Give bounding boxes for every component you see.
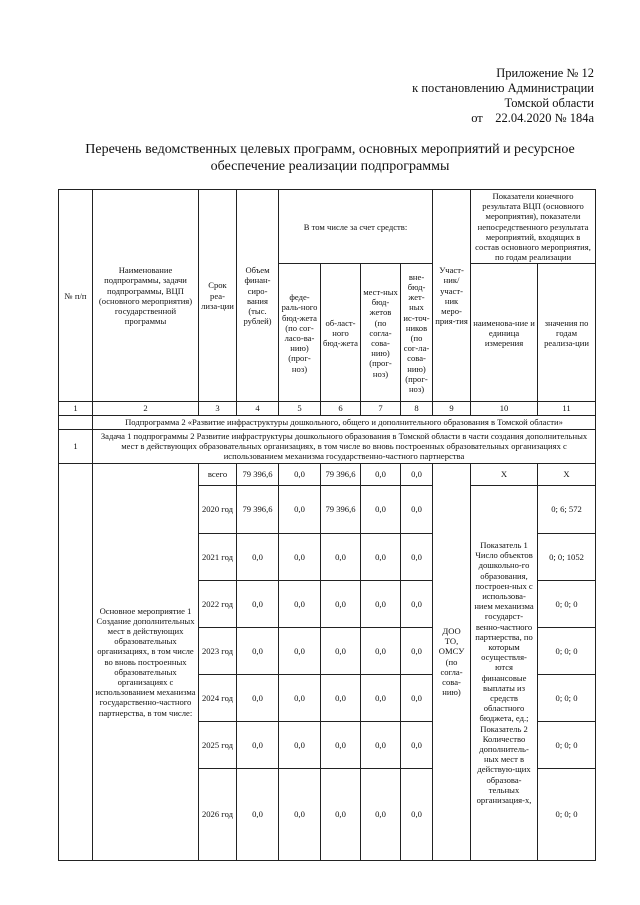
- title-line-1: Перечень ведомственных целевых программ, основных мероприятий и ресурсное: [85, 142, 575, 157]
- indicator-value-cell: 0; 0; 1052: [538, 533, 596, 580]
- col-num-5: 5: [279, 402, 321, 415]
- column-number-row: [59, 402, 596, 415]
- federal-cell: 0,0: [279, 580, 321, 627]
- local-cell: 0,0: [361, 627, 401, 674]
- local-cell: 0,0: [361, 463, 401, 485]
- federal-cell: 0,0: [279, 721, 321, 768]
- extra-cell: 0,0: [401, 463, 433, 485]
- measure-name: Основное мероприятие 1 Создание дополнительных мест в действующих образовательных организациях, в том числе во вновь построенных образовательных организациях с использованием механизма государственно-частного партнерства, в том числе:: [93, 463, 199, 860]
- regional-cell: 0,0: [321, 627, 361, 674]
- local-cell: 0,0: [361, 580, 401, 627]
- subprogram-row: [59, 415, 596, 429]
- col-num-4: 4: [237, 402, 279, 415]
- header-num: № п/п: [59, 190, 93, 402]
- indicator-value-cell: 0; 0; 0: [538, 721, 596, 768]
- local-cell: 0,0: [361, 533, 401, 580]
- col-num-8: 8: [401, 402, 433, 415]
- appendix-line-3: Томской области: [504, 96, 594, 110]
- header-including: В том числе за счет средств:: [279, 190, 433, 264]
- federal-cell: 0,0: [279, 463, 321, 485]
- term-cell: 2024 год: [199, 674, 237, 721]
- task-text: Задача 1 подпрограммы 2 Развитие инфраструктуры дошкольного образования в Томской области в части создания дополнительных мест в действующих образовательных организациях, в том числе во вновь построенных образовательных организациях с использованием механизма государственно-частного партнерства: [93, 429, 596, 463]
- subprogram-title: Подпрограмма 2 «Развитие инфраструктуры дошкольного, общего и дополнительного образования в Томской области»: [93, 415, 596, 429]
- volume-cell: 79 396,6: [237, 485, 279, 533]
- volume-cell: 0,0: [237, 627, 279, 674]
- header-name: Наименование подпрограммы, задачи подпрограммы, ВЦП (основного мероприятия) государственной программы: [93, 190, 199, 402]
- federal-cell: 0,0: [279, 533, 321, 580]
- term-cell: 2022 год: [199, 580, 237, 627]
- header-regional: об-ласт-ного бюд-жета: [321, 264, 361, 402]
- indicator-description: Показатель 1 Число объектов дошкольно-го образования, построен-ных с использова-нием механизма государст-венно-частного партнерства, по которым осуществля-ются финансовые выплаты из средств областного бюджета, ед.; Показатель 2 Количество дополнитель-ных мест в действую-щих образова-тельных организация-х,: [471, 485, 538, 860]
- appendix-line-1: Приложение № 12: [496, 66, 594, 80]
- header-extrabudget: вне-бюд-жет-ных ис-точ-ников (по сог-ла-сова-нию) (прог-ноз): [401, 264, 433, 402]
- regional-cell: 0,0: [321, 674, 361, 721]
- extra-cell: 0,0: [401, 580, 433, 627]
- term-cell: 2023 год: [199, 627, 237, 674]
- regional-cell: 79 396,6: [321, 485, 361, 533]
- program-table: [58, 189, 596, 861]
- col-num-2: 2: [93, 402, 199, 415]
- regional-cell: 0,0: [321, 721, 361, 768]
- col-num-3: 3: [199, 402, 237, 415]
- extra-cell: 0,0: [401, 533, 433, 580]
- term-cell: 2025 год: [199, 721, 237, 768]
- volume-cell: 79 396,6: [237, 463, 279, 485]
- federal-cell: 0,0: [279, 674, 321, 721]
- local-cell: 0,0: [361, 674, 401, 721]
- col-num-9: 9: [433, 402, 471, 415]
- indicator-value-cell: 0; 0; 0: [538, 674, 596, 721]
- extra-cell: 0,0: [401, 674, 433, 721]
- federal-cell: 0,0: [279, 627, 321, 674]
- header-row-1: [59, 190, 596, 264]
- col-num-10: 10: [471, 402, 538, 415]
- volume-cell: 0,0: [237, 768, 279, 860]
- extra-cell: 0,0: [401, 485, 433, 533]
- measure-participant: ДОО ТО, ОМСУ (по согла-сова-нию): [433, 463, 471, 860]
- subprogram-num-cell: [59, 415, 93, 429]
- volume-cell: 0,0: [237, 721, 279, 768]
- document-title: [60, 141, 600, 175]
- local-cell: 0,0: [361, 721, 401, 768]
- term-cell: 2020 год: [199, 485, 237, 533]
- extra-cell: 0,0: [401, 627, 433, 674]
- term-cell: всего: [199, 463, 237, 485]
- header-federal: феде-раль-ного бюд-жета (по сог-ласо-ва-нию) (прог-ноз): [279, 264, 321, 402]
- task-row: [59, 429, 596, 463]
- task-num: 1: [59, 429, 93, 463]
- col-num-11: 11: [538, 402, 596, 415]
- col-num-7: 7: [361, 402, 401, 415]
- federal-cell: 0,0: [279, 485, 321, 533]
- term-cell: 2026 год: [199, 768, 237, 860]
- title-line-2: обеспечение реализации подпрограммы: [210, 159, 450, 174]
- regional-cell: 79 396,6: [321, 463, 361, 485]
- volume-cell: 0,0: [237, 533, 279, 580]
- indicator-value-cell: 0; 0; 0: [538, 580, 596, 627]
- header-volume: Объем финан-сиро-вания (тыс. рублей): [237, 190, 279, 402]
- indicator-value-cell: 0; 6; 572: [538, 485, 596, 533]
- regional-cell: 0,0: [321, 580, 361, 627]
- header-indicator-name: наименова-ние и единица измерения: [471, 264, 538, 402]
- indicator-value-cell: 0; 0; 0: [538, 627, 596, 674]
- regional-cell: 0,0: [321, 768, 361, 860]
- appendix-block: [412, 66, 594, 126]
- regional-cell: 0,0: [321, 533, 361, 580]
- indicator-value-cell: Х: [538, 463, 596, 485]
- local-cell: 0,0: [361, 485, 401, 533]
- volume-cell: 0,0: [237, 674, 279, 721]
- measure-num-cell: [59, 463, 93, 860]
- appendix-line-4: от 22.04.2020 № 184а: [471, 111, 594, 125]
- term-cell: 2021 год: [199, 533, 237, 580]
- header-participant: Участ-ник/ участ-ник меро-прия-тия: [433, 190, 471, 402]
- col-num-1: 1: [59, 402, 93, 415]
- header-indicators: Показатели конечного результата ВЦП (основного мероприятия), показатели непосредственного результата мероприятий, входящих в состав основного мероприятия, по годам реализации: [471, 190, 596, 264]
- extra-cell: 0,0: [401, 721, 433, 768]
- federal-cell: 0,0: [279, 768, 321, 860]
- indicator-value-cell: 0; 0; 0: [538, 768, 596, 860]
- extra-cell: 0,0: [401, 768, 433, 860]
- volume-cell: 0,0: [237, 580, 279, 627]
- appendix-line-2: к постановлению Администрации: [412, 81, 594, 95]
- indicator-name-cell: Х: [471, 463, 538, 485]
- header-local: мест-ных бюд-жетов (по согла-сова-нию) (прог-ноз): [361, 264, 401, 402]
- table-row: [59, 463, 596, 485]
- col-num-6: 6: [321, 402, 361, 415]
- local-cell: 0,0: [361, 768, 401, 860]
- header-indicator-values: значения по годам реализа-ции: [538, 264, 596, 402]
- header-term: Срок реа-лиза-ции: [199, 190, 237, 402]
